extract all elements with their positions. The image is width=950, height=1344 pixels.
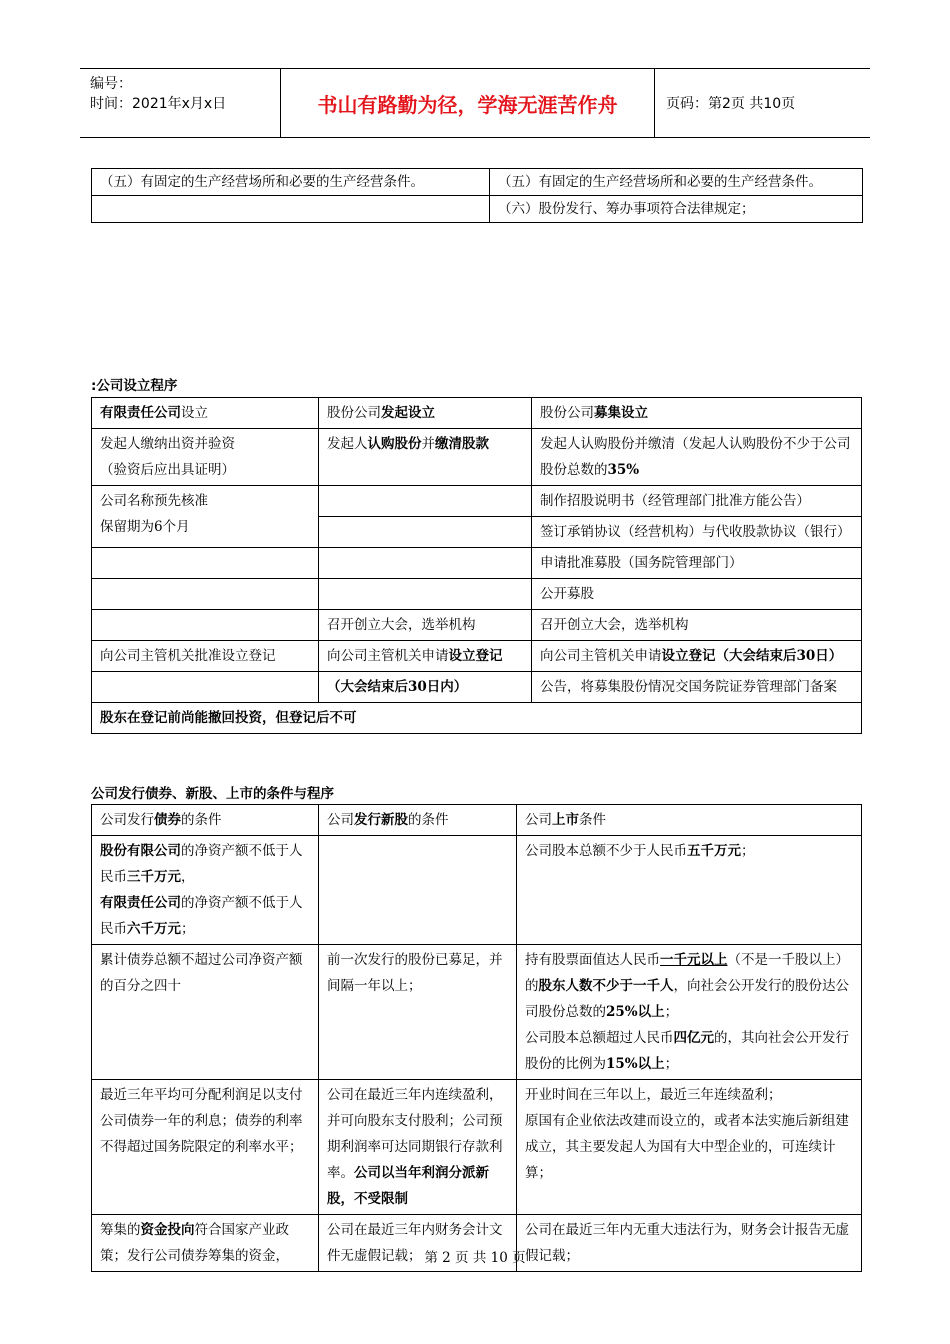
table-cell: 前一次发行的股份已募足，并间隔一年以上； [319, 945, 517, 1080]
table-cell [319, 548, 532, 579]
table-row [92, 169, 863, 196]
table-cell: （五）有固定的生产经营场所和必要的生产经营条件。 [490, 169, 863, 196]
table-cell: （六）股份发行、筹办事项符合法律规定； [490, 196, 863, 223]
table-row [92, 945, 862, 1080]
table-row [92, 610, 862, 641]
table-cell: 发起人认购股份并缴清股款 [319, 429, 532, 486]
table-cell: 召开创立大会，选举机构 [532, 610, 862, 641]
table-cell: 向公司主管机关申请设立登记 [319, 641, 532, 672]
table-cell: 发起人缴纳出资并验资 （验资后应出具证明） [92, 429, 319, 486]
table-cell: 签订承销协议（经营机构）与代收股款协议（银行） [532, 517, 862, 548]
table-cell: 申请批准募股（国务院管理部门） [532, 548, 862, 579]
time-label: 时间：2021年x月x日 [90, 96, 227, 112]
table-cell: 股份有限公司的净资产额不低于人民币三千万元， 有限责任公司的净资产额不低于人民币六千万元； [92, 836, 319, 945]
table-cell [319, 579, 532, 610]
table-cell: 开业时间在三年以上，最近三年连续盈利； 原国有企业依法改建而设立的，或者本法实施后新组建成立，其主要发起人为国有大中型企业的，可连续计算； [517, 1080, 862, 1215]
establishment-table [91, 397, 862, 734]
header-cell: 股份公司募集设立 [532, 398, 862, 429]
table-cell: 公告，将募集股份情况交国务院证券管理部门备案 [532, 672, 862, 703]
section-title-establishment: :公司设立程序 [91, 378, 178, 394]
header-cell: 股份公司发起设立 [319, 398, 532, 429]
table-cell: （大会结束后30日内） [319, 672, 532, 703]
table-cell [92, 548, 319, 579]
table-row [92, 703, 862, 734]
table-row [92, 641, 862, 672]
issuance-table [91, 804, 862, 1272]
header-meta [80, 69, 281, 137]
page-header [80, 68, 870, 138]
table-cell [319, 836, 517, 945]
table-cell: 制作招股说明书（经管理部门批准方能公告） [532, 486, 862, 517]
page-info: 页码：第2页 共10页 [666, 96, 796, 112]
table-row [92, 579, 862, 610]
table-cell: 召开创立大会，选举机构 [319, 610, 532, 641]
table-cell: 发起人认购股份并缴清（发起人认购股份不少于公司股份总数的35% [532, 429, 862, 486]
table-row [92, 672, 862, 703]
table-cell: 持有股票面值达人民币一千元以上（不是一千股以上）的股东人数不少于一千人，向社会公开发行的股份达公司股份总数的25%以上； 公司股本总额超过人民币四亿元的，其向社会公开发行股份的比例为15%以上； [517, 945, 862, 1080]
table-cell [92, 579, 319, 610]
table-cell: 股东在登记前尚能撤回投资，但登记后不可 [92, 703, 862, 734]
header-cell: 公司上市条件 [517, 805, 862, 836]
table-cell [92, 672, 319, 703]
table-cell [319, 486, 532, 517]
table-cell: 公司在最近三年内财务会计文件无虚假记载； [319, 1215, 517, 1272]
table-cell [319, 517, 532, 548]
table-cell: （五）有固定的生产经营场所和必要的生产经营条件。 [92, 169, 490, 196]
table-header-row [92, 398, 862, 429]
table-cell: 公开募股 [532, 579, 862, 610]
header-motto: 书山有路勤为径，学海无涯苦作舟 [281, 69, 655, 137]
number-label: 编号： [90, 76, 132, 92]
table-row [92, 836, 862, 945]
table-cell: 最近三年平均可分配利润足以支付公司债券一年的利息；债券的利率不得超过国务院限定的利率水平； [92, 1080, 319, 1215]
top-table [91, 168, 863, 223]
table-cell [92, 196, 490, 223]
table-cell: 累计债券总额不超过公司净资产额的百分之四十 [92, 945, 319, 1080]
section-title-issuance: 公司发行债券、新股、上市的条件与程序 [91, 786, 334, 802]
table-header-row [92, 805, 862, 836]
table-cell [92, 610, 319, 641]
header-cell: 有限责任公司设立 [92, 398, 319, 429]
table-cell: 公司在最近三年内连续盈利，并可向股东支付股利；公司预期利润率可达同期银行存款利率。公司以当年利润分派新股，不受限制 [319, 1080, 517, 1215]
table-cell: 公司在最近三年内无重大违法行为，财务会计报告无虚假记载； [517, 1215, 862, 1272]
table-row [92, 548, 862, 579]
page-footer: 第 2 页 共 10 页 [424, 1250, 526, 1266]
table-cell: 向公司主管机关申请设立登记（大会结束后30日） [532, 641, 862, 672]
table-row [92, 196, 863, 223]
table-cell: 公司名称预先核准 保留期为6个月 [92, 486, 319, 548]
header-cell: 公司发行新股的条件 [319, 805, 517, 836]
table-row [92, 1080, 862, 1215]
table-cell: 向公司主管机关批准设立登记 [92, 641, 319, 672]
header-cell: 公司发行债券的条件 [92, 805, 319, 836]
table-row [92, 486, 862, 517]
table-row [92, 429, 862, 486]
table-cell: 公司股本总额不少于人民币五千万元； [517, 836, 862, 945]
table-cell: 筹集的资金投向符合国家产业政策；发行公司债券筹集的资金， [92, 1215, 319, 1272]
